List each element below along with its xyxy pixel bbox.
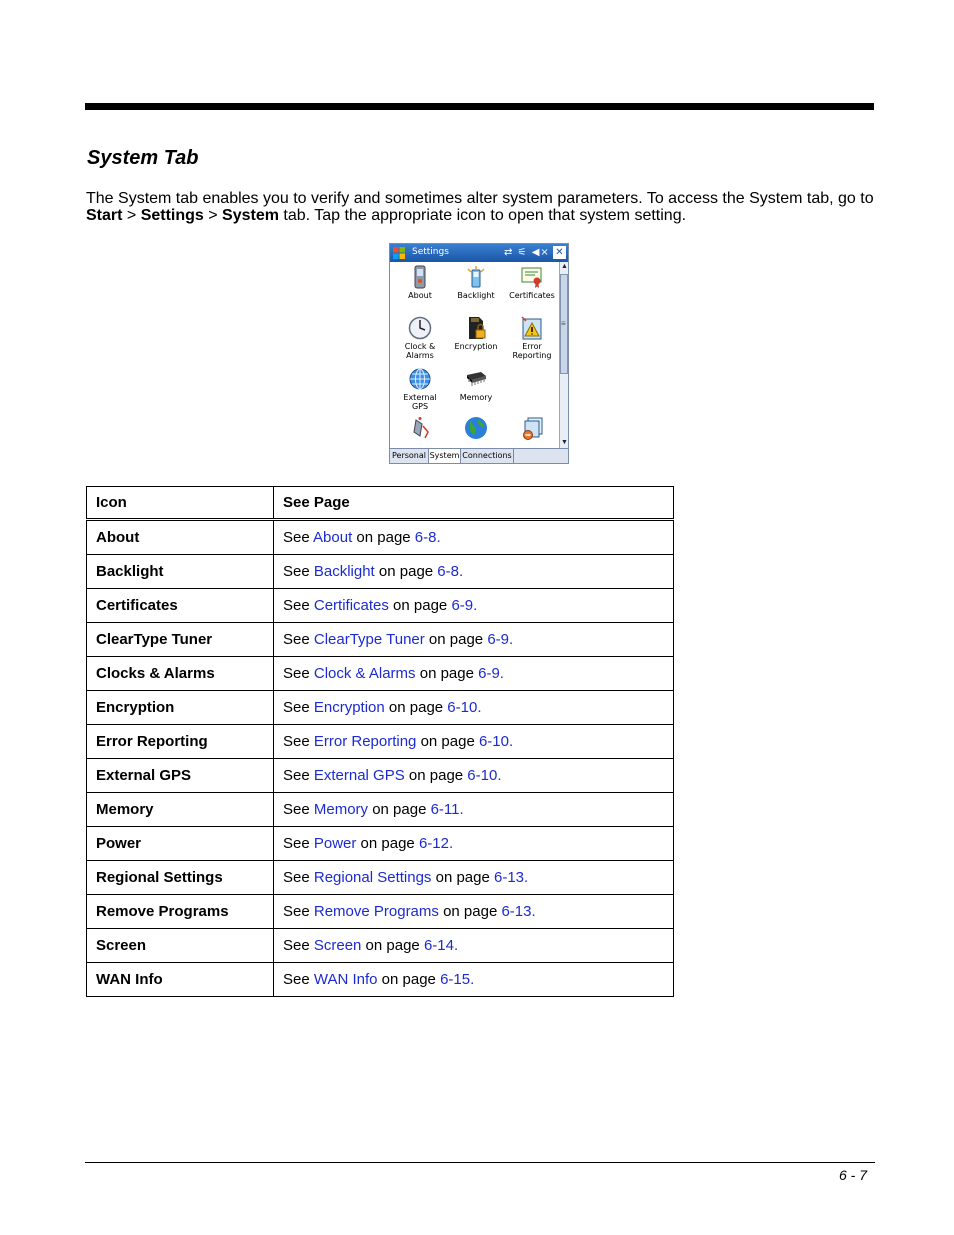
settings-tab-strip — [390, 448, 568, 464]
chip-icon — [464, 367, 488, 391]
settings-item-certificates[interactable] — [504, 265, 560, 300]
error-report-icon — [520, 316, 544, 340]
settings-item-memory[interactable] — [448, 367, 504, 402]
page-link[interactable]: 6-15. — [440, 971, 475, 988]
clock-icon — [408, 316, 432, 340]
settings-item-label: Backlight — [457, 291, 495, 300]
setting-name-cell: Screen — [87, 929, 274, 963]
page-link[interactable]: 6-9. — [451, 597, 478, 614]
menu-start: Start — [86, 207, 123, 224]
settings-item-label: Error Reporting — [512, 342, 552, 360]
see-word: See — [283, 529, 314, 546]
close-button[interactable]: ✕ — [553, 246, 566, 259]
section-link[interactable]: Memory — [313, 801, 369, 818]
setting-name-cell: Backlight — [87, 555, 274, 589]
see-page-cell — [274, 895, 674, 929]
see-page-cell — [274, 861, 674, 895]
setting-name-cell: Remove Programs — [87, 895, 274, 929]
section-link[interactable]: Remove Programs — [313, 903, 439, 920]
intro-sep-1: > — [122, 207, 141, 224]
page-link[interactable]: 6-9. — [487, 631, 514, 648]
system-settings-table — [86, 486, 674, 997]
page-link[interactable]: 6-10. — [478, 733, 514, 750]
section-link[interactable]: Certificates — [313, 597, 389, 614]
on-page-word: on page — [384, 699, 448, 716]
see-word: See — [283, 869, 314, 886]
tab-system[interactable]: System — [429, 449, 461, 463]
column-header-see-page: See Page — [274, 487, 674, 520]
setting-name-cell: WAN Info — [87, 963, 274, 997]
see-page-cell — [274, 691, 674, 725]
table-row — [87, 963, 674, 997]
on-page-word: on page — [368, 801, 431, 818]
table-row — [87, 861, 674, 895]
setting-name-cell: Power — [87, 827, 274, 861]
settings-item-label: External GPS — [403, 393, 437, 411]
section-link[interactable]: External GPS — [313, 767, 405, 784]
page-link[interactable]: 6-10. — [467, 767, 502, 784]
see-word: See — [283, 631, 314, 648]
table-row — [87, 725, 674, 759]
see-page-cell — [274, 520, 674, 555]
globe-icon — [464, 416, 488, 440]
section-link[interactable]: Clock & Alarms — [313, 665, 416, 682]
see-page-cell — [274, 929, 674, 963]
table-row — [87, 793, 674, 827]
scrollbar[interactable] — [559, 262, 569, 448]
table-row — [87, 555, 674, 589]
table-row — [87, 691, 674, 725]
settings-item-remove-programs[interactable] — [504, 416, 560, 440]
on-page-word: on page — [416, 733, 479, 750]
on-page-word: on page — [352, 529, 415, 546]
table-row — [87, 827, 674, 861]
section-link[interactable]: WAN Info — [313, 971, 378, 988]
scroll-down-arrow-icon[interactable]: ▼ — [561, 439, 568, 446]
table-row — [87, 623, 674, 657]
page-link[interactable]: 6-12. — [418, 835, 454, 852]
see-word: See — [283, 563, 314, 580]
table-row — [87, 759, 674, 793]
section-link[interactable]: About — [313, 529, 353, 546]
device-icon — [408, 265, 432, 289]
page-number: 6 - 7 — [839, 1167, 868, 1183]
page-link[interactable]: 6-14. — [423, 937, 459, 954]
top-rule — [85, 103, 874, 110]
settings-item-error-reporting[interactable] — [504, 316, 560, 360]
bottom-rule — [85, 1162, 875, 1163]
setting-name-cell: Encryption — [87, 691, 274, 725]
tab-connections[interactable]: Connections — [461, 449, 514, 463]
table-header-row — [87, 487, 674, 520]
power-icon — [408, 416, 432, 440]
table-body — [87, 520, 674, 997]
section-title: System Tab — [87, 147, 199, 169]
table-row — [87, 929, 674, 963]
scroll-grip-icon: ≡ — [561, 319, 566, 328]
page-link[interactable]: 6-13. — [494, 869, 529, 886]
setting-name-cell: Memory — [87, 793, 274, 827]
section-link[interactable]: Error Reporting — [313, 733, 417, 750]
settings-item-label: About — [408, 291, 432, 300]
see-page-cell — [274, 759, 674, 793]
backlight-icon — [464, 265, 488, 289]
settings-item-label: Certificates — [509, 291, 555, 300]
settings-item-regional[interactable] — [448, 416, 504, 440]
window-titlebar — [390, 244, 568, 262]
see-word: See — [283, 733, 314, 750]
intro-paragraph — [86, 190, 876, 224]
windows-start-icon[interactable] — [392, 246, 406, 260]
on-page-word: on page — [388, 597, 452, 614]
on-page-word: on page — [431, 869, 494, 886]
see-page-cell — [274, 589, 674, 623]
see-page-cell — [274, 623, 674, 657]
page-link[interactable]: 6-9. — [478, 665, 504, 682]
intro-sep-2: > — [203, 207, 223, 224]
page-link[interactable]: 6-11. — [430, 801, 464, 818]
page-link[interactable]: 6-8. — [437, 563, 464, 580]
settings-icon-grid — [392, 263, 559, 449]
scroll-up-arrow-icon[interactable]: ▲ — [561, 263, 568, 270]
see-word: See — [283, 801, 314, 818]
see-word: See — [283, 835, 314, 852]
settings-screenshot — [389, 243, 569, 464]
setting-name-cell: External GPS — [87, 759, 274, 793]
table-row — [87, 589, 674, 623]
menu-system: System — [222, 207, 279, 224]
table-row — [87, 657, 674, 691]
settings-item-label: Clock & Alarms — [404, 342, 436, 360]
tab-personal[interactable]: Personal — [390, 449, 429, 463]
section-link[interactable]: Screen — [313, 937, 362, 954]
setting-name-cell: Error Reporting — [87, 725, 274, 759]
sd-card-lock-icon — [464, 316, 488, 340]
see-word: See — [283, 937, 314, 954]
page-link[interactable]: 6-13. — [501, 903, 536, 920]
on-page-word: on page — [424, 631, 488, 648]
settings-item-encryption[interactable] — [448, 316, 504, 351]
see-page-cell — [274, 963, 674, 997]
see-page-cell — [274, 827, 674, 861]
see-word: See — [283, 665, 314, 682]
status-icons[interactable]: ⇄ ⚟ ◀× — [504, 247, 550, 258]
section-link[interactable]: ClearType Tuner — [313, 631, 425, 648]
section-link[interactable]: Regional Settings — [313, 869, 432, 886]
setting-name-cell: ClearType Tuner — [87, 623, 274, 657]
see-page-cell — [274, 725, 674, 759]
settings-item-power[interactable] — [392, 416, 448, 440]
on-page-word: on page — [438, 903, 502, 920]
globe-grid-icon — [408, 367, 432, 391]
setting-name-cell: Certificates — [87, 589, 274, 623]
on-page-word: on page — [374, 563, 438, 580]
see-page-cell — [274, 657, 674, 691]
see-word: See — [283, 971, 314, 988]
column-header-icon: Icon — [87, 487, 274, 520]
settings-item-label: Encryption — [454, 342, 498, 351]
section-link[interactable]: Power — [313, 835, 357, 852]
settings-item-label: Memory — [459, 393, 493, 402]
settings-item-external-gps[interactable] — [392, 367, 448, 411]
page-link[interactable]: 6-8. — [414, 529, 441, 546]
setting-name-cell: Clocks & Alarms — [87, 657, 274, 691]
on-page-word: on page — [356, 835, 419, 852]
on-page-word: on page — [415, 665, 479, 682]
window-title: Settings — [412, 247, 449, 257]
setting-name-cell: Regional Settings — [87, 861, 274, 895]
on-page-word: on page — [377, 971, 441, 988]
settings-item-about[interactable] — [392, 265, 448, 300]
see-word: See — [283, 699, 314, 716]
section-link[interactable]: Backlight — [313, 563, 375, 580]
intro-text-1: The System tab enables you to verify and sometimes alter system parameters. To access the System tab, go to — [86, 190, 874, 207]
intro-text-2: tab. Tap the appropriate icon to open that system setting. — [278, 207, 687, 224]
remove-programs-icon — [520, 416, 544, 440]
certificate-icon — [520, 265, 544, 289]
menu-settings: Settings — [140, 207, 204, 224]
see-page-cell — [274, 793, 674, 827]
setting-name-cell: About — [87, 520, 274, 555]
table-row — [87, 895, 674, 929]
settings-item-backlight[interactable] — [448, 265, 504, 300]
table-row — [87, 520, 674, 555]
settings-item-clock-alarms[interactable] — [392, 316, 448, 360]
page-link[interactable]: 6-10. — [447, 699, 482, 716]
on-page-word: on page — [404, 767, 468, 784]
on-page-word: on page — [361, 937, 424, 954]
see-word: See — [283, 903, 314, 920]
see-word: See — [283, 597, 314, 614]
section-link[interactable]: Encryption — [313, 699, 385, 716]
see-word: See — [283, 767, 314, 784]
see-page-cell — [274, 555, 674, 589]
